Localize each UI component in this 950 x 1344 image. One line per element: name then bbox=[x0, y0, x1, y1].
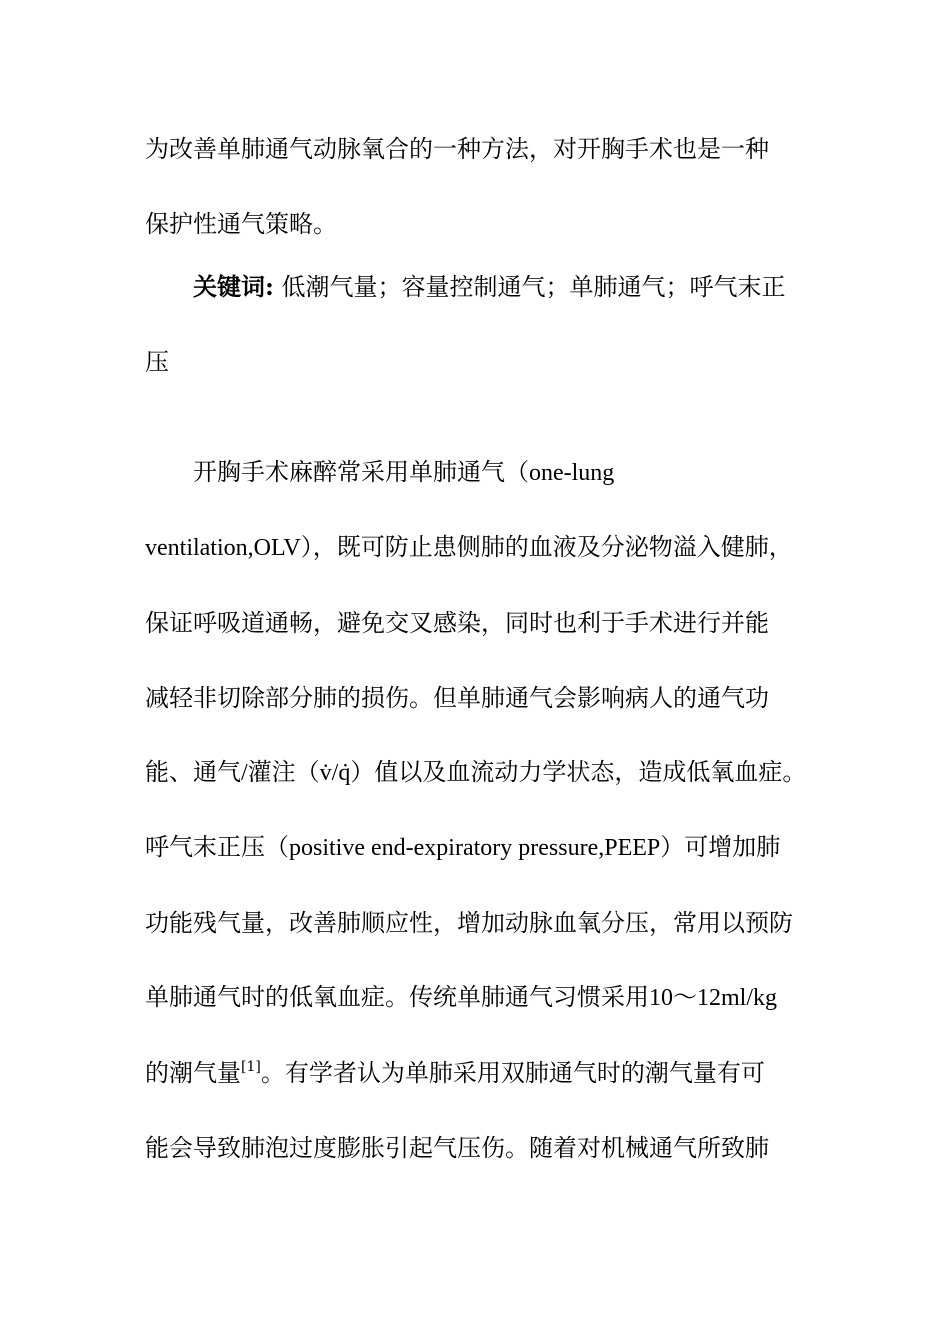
keywords-text: 低潮气量；容量控制通气；单肺通气；呼气末正 bbox=[281, 273, 786, 301]
text-line: 单肺通气时的低氧血症。传统单肺通气习惯采用10～12ml/kg bbox=[145, 985, 778, 1011]
keywords-line bbox=[193, 272, 786, 302]
paragraph-first-line: 开胸手术麻醉常采用单肺通气（one-lung bbox=[193, 460, 615, 486]
citation-ref: [1] bbox=[241, 1059, 261, 1075]
text-line: 减轻非切除部分肺的损伤。但单肺通气会影响病人的通气功 bbox=[145, 684, 769, 712]
keywords-label: 关键词: bbox=[193, 272, 274, 301]
citation-line bbox=[145, 1058, 765, 1088]
text-line: 为改善单肺通气动脉氧合的一种方法，对开胸手术也是一种 bbox=[145, 135, 769, 163]
text-line: 呼气末正压（positive end-expiratory pressure,PEEP）可增加肺 bbox=[145, 835, 781, 861]
text-line: 能会导致肺泡过度膨胀引起气压伤。随着对机械通气所致肺 bbox=[145, 1134, 769, 1162]
text-line: 保证呼吸道通畅，避免交叉感染，同时也利于手术进行并能 bbox=[145, 609, 769, 637]
text-line: 压 bbox=[145, 348, 169, 376]
text-segment: 的潮气量 bbox=[145, 1059, 241, 1087]
text-line: 保护性通气策略。 bbox=[145, 210, 337, 238]
text-line: 能、通气/灌注（v̇/q̇）值以及血流动力学状态，造成低氧血症。 bbox=[145, 760, 807, 786]
text-segment: 。有学者认为单肺采用双肺通气时的潮气量有可 bbox=[260, 1059, 765, 1087]
text-line: ventilation,OLV），既可防止患侧肺的血液及分泌物溢入健肺， bbox=[145, 535, 793, 561]
text-line: 功能残气量，改善肺顺应性，增加动脉血氧分压，常用以预防 bbox=[145, 909, 793, 937]
